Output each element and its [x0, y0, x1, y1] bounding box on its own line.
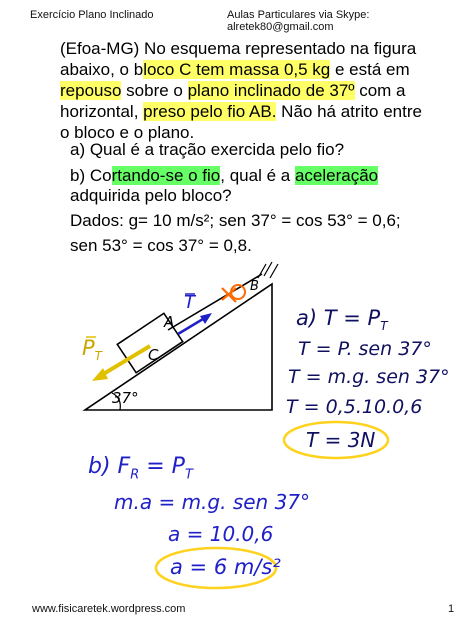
tension-arrowhead [200, 313, 212, 324]
question-text: , qual é a [220, 166, 295, 185]
pt-subscript: T [94, 349, 103, 364]
highlight-cut-wire: rtando-se o fio [111, 166, 221, 185]
highlight-rest: repouso [60, 81, 122, 100]
given-data-2: sen 53° = cos 37° = 0,8. [70, 236, 252, 255]
solution-a-line-3: T = m.g. sen 37° [288, 366, 450, 388]
pt-label [82, 336, 102, 363]
solution-subscript: R [130, 467, 140, 483]
problem-text: abaixo, o b [60, 60, 144, 79]
solution-a-line-2: T = P. sen 37° [298, 338, 432, 360]
problem-text: e está em [330, 60, 410, 79]
point-a-label: A [164, 313, 175, 331]
wall-hatch [258, 262, 278, 278]
header-center: Aulas Particulares via Skype: alretek80@gmail.com [227, 9, 370, 33]
angle-label: 37° [112, 389, 139, 407]
question-text: b) Co [70, 166, 112, 185]
problem-line-1: (Efoa-MG) No esquema representado na figura [60, 39, 417, 58]
footer-page-number: 1 [448, 603, 455, 615]
solution-b-line-2: m.a = m.g. sen 37° [114, 490, 311, 514]
highlight-wire: preso pelo fio AB. [143, 102, 277, 121]
block-label: C [148, 346, 159, 364]
cut-wire-mark [222, 288, 236, 302]
solution-subscript: T [380, 319, 388, 334]
highlight-incline: plano inclinado de 37º [187, 81, 355, 100]
question-a: a) Qual é a tração exercida pelo fio? [70, 140, 345, 159]
point-b-label: B [250, 279, 259, 294]
tension-label: T [184, 292, 195, 313]
highlight-mass: loco C tem massa 0,5 kg [143, 60, 331, 79]
solution-text: b) F [88, 454, 131, 479]
question-b-line2: adquirida pelo bloco? [70, 186, 232, 205]
solution-b-line-1 [88, 454, 193, 482]
solution-text: a) T = P [296, 306, 381, 330]
solution-b-line-3: a = 10.0,6 [168, 522, 274, 546]
highlight-acceleration: aceleração [294, 166, 379, 185]
solution-a-line-1 [296, 306, 388, 333]
solution-a-answer: T = 3N [306, 428, 376, 452]
solution-a-line-4: T = 0,5.10.0,6 [286, 396, 423, 418]
footer-website: www.fisicaretek.wordpress.com [32, 603, 186, 615]
solution-b-answer: a = 6 m/s² [170, 555, 281, 579]
problem-text: horizontal, [60, 102, 144, 121]
header-left: Exercício Plano Inclinado [30, 9, 154, 21]
solution-text: = P [139, 454, 185, 479]
problem-text: com a [354, 81, 406, 100]
weight-component-arrowhead [92, 368, 108, 381]
problem-text: Não há atrito entre [276, 102, 422, 121]
pt-letter: P [82, 336, 95, 360]
given-data-1: Dados: g= 10 m/s²; sen 37° = cos 53° = 0,6; [70, 211, 401, 230]
problem-line-5: o bloco e o plano. [60, 123, 195, 142]
solution-subscript: T [184, 467, 193, 483]
problem-text: sobre o [121, 81, 188, 100]
